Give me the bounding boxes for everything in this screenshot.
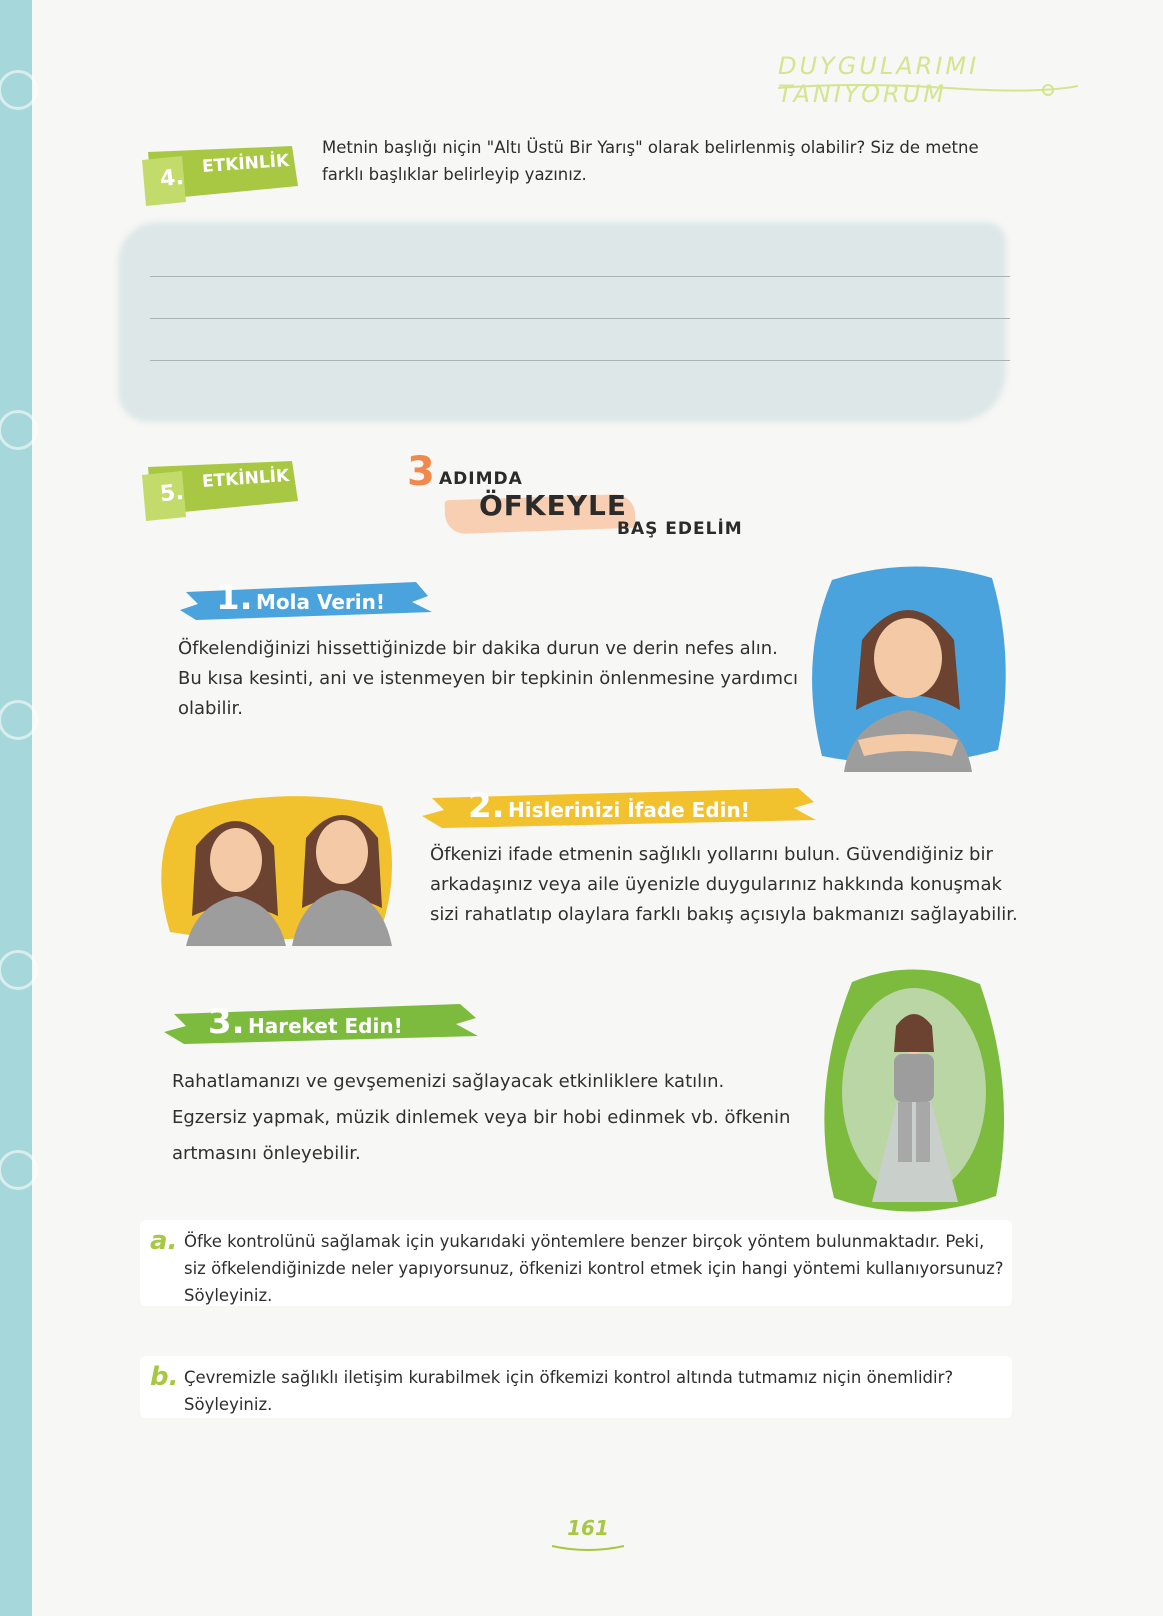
question-b — [140, 1356, 1012, 1418]
page-number-underline — [548, 1540, 628, 1554]
bicycle-icon — [0, 410, 38, 450]
question-a — [140, 1220, 1012, 1306]
activity-5-title — [407, 449, 767, 555]
step-title: Hislerinizi İfade Edin! — [508, 798, 750, 822]
activity-5-badge — [142, 455, 300, 521]
step-title: Hareket Edin! — [248, 1014, 403, 1038]
girl-running-illustration — [812, 962, 1016, 1222]
question-letter: b. — [150, 1362, 179, 1392]
activity-label: ETKİNLİK — [201, 465, 290, 493]
bicycle-icon — [0, 1150, 38, 1190]
answer-line[interactable] — [150, 276, 1010, 277]
step-number: 2. — [468, 786, 505, 826]
step-3-text: Rahatlamanızı ve gevşemenizi sağlayacak etkinliklere katılın. Egzersiz yapmak, müzik dinlemek veya bir hobi edinmek vb. öfkenin artmasını önleyebilir. — [172, 1071, 791, 1164]
bicycle-icon — [0, 700, 38, 740]
girl-calm-illustration — [802, 560, 1014, 772]
question-letter: a. — [150, 1226, 178, 1256]
activity-label: ETKİNLİK — [201, 150, 290, 178]
header-underline — [778, 80, 1078, 96]
step-1-heading — [176, 572, 436, 628]
step-3-heading — [160, 996, 480, 1052]
chapter-title — [778, 52, 1078, 108]
activity-number: 5. — [158, 479, 185, 508]
answer-area — [118, 222, 1006, 422]
step-number: 1. — [216, 578, 253, 618]
question-text: Öfke kontrolünü sağlamak için yukarıdaki yöntemlere benzer birçok yöntem bulunmaktadır. Peki, siz öfkelendiğinizde neler yapıyorsunuz, öfkenizi kontrol etmek için hangi yöntemi kullanıyorsunuz? Söyleyiniz. — [184, 1232, 1004, 1305]
title-digit: 3 — [407, 449, 435, 495]
answer-line[interactable] — [150, 360, 1010, 361]
side-strip — [0, 0, 32, 1616]
activity-4-question: Metnin başlığı niçin "Altı Üstü Bir Yarış" olarak belirlenmiş olabilir? Siz de metne farklı başlıklar belirleyip yazınız. — [322, 138, 979, 184]
step-2-text: Öfkenizi ifade etmenin sağlıklı yollarını bulun. Güvendiğiniz bir arkadaşınız veya aile üyenizle duygularınız hakkında konuşmak sizi rahatlatıp olaylara farklı bakış açısıyla bakmanızı sağlayabilir. — [430, 844, 1018, 925]
bicycle-icon — [0, 70, 38, 110]
activity-4-badge — [142, 140, 300, 206]
step-title: Mola Verin! — [256, 590, 385, 614]
answer-line[interactable] — [150, 318, 1010, 319]
page-number — [548, 1516, 628, 1554]
bicycle-icon — [0, 950, 38, 990]
page-number-text: 161 — [567, 1516, 609, 1540]
question-text: Çevremizle sağlıklı iletişim kurabilmek için öfkemizi kontrol altında tutmamız niçin önemlidir? Söyleyiniz. — [184, 1368, 954, 1414]
step-2-heading — [418, 780, 818, 836]
step-1-text: Öfkelendiğinizi hissettiğinizde bir dakika durun ve derin nefes alın. Bu kısa kesinti, ani ve istenmeyen bir tepkinin önlenmesine yardımcı olabilir. — [178, 638, 798, 719]
chapter-title-text: DUYGULARIMI TANIYORUM — [778, 52, 980, 108]
title-word-2: ÖFKEYLE — [479, 489, 627, 522]
title-word-1: ADIMDA — [439, 469, 523, 489]
activity-number: 4. — [158, 164, 185, 193]
step-number: 3. — [208, 1002, 245, 1042]
title-word-3: BAŞ EDELİM — [617, 519, 743, 539]
two-girls-talking-illustration — [156, 786, 396, 946]
